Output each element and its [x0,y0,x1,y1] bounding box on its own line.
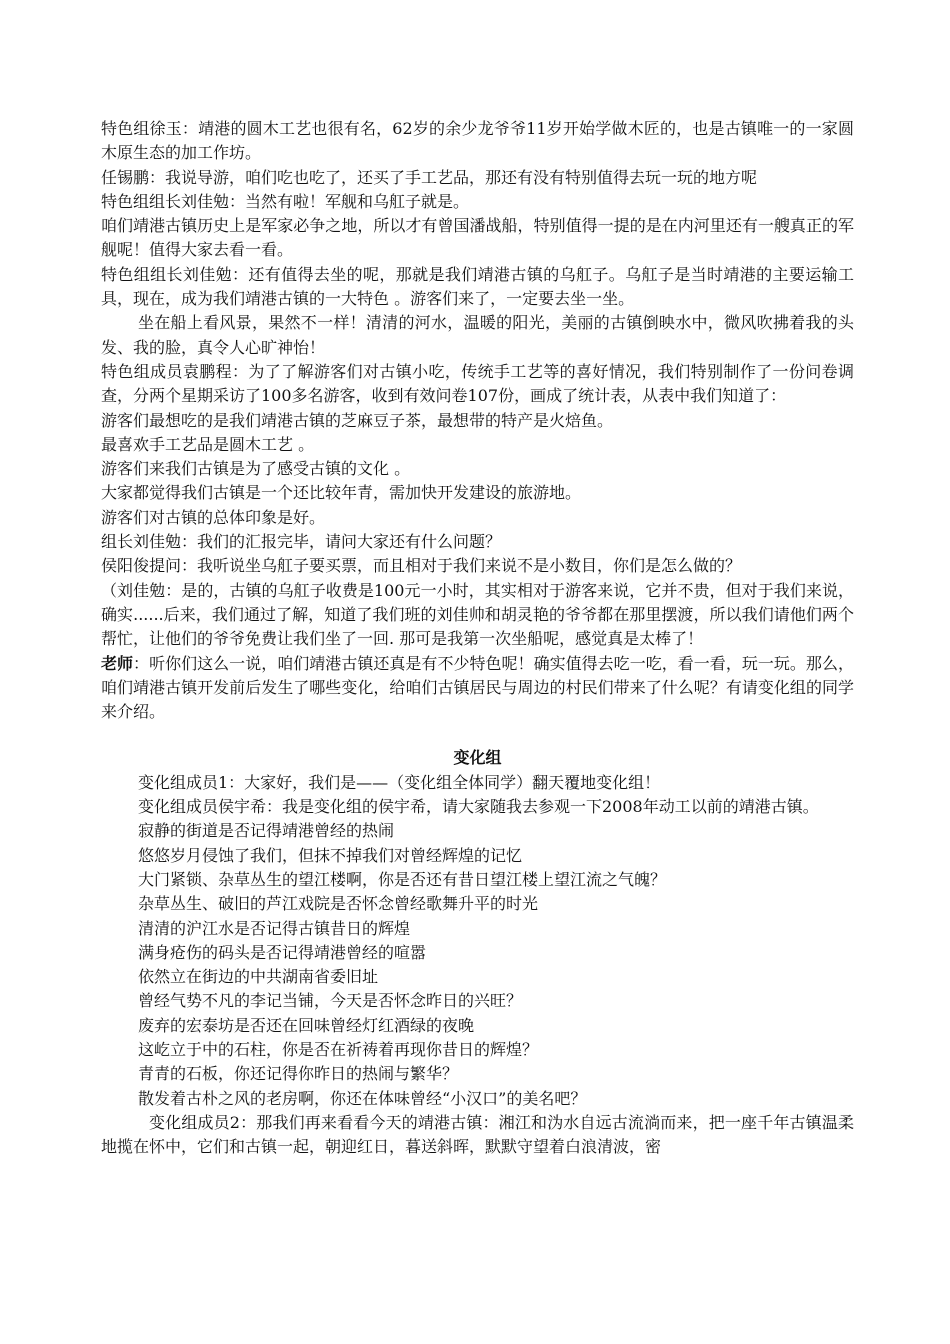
paragraph-report-done: 组长刘佳勉：我们的汇报完毕，请问大家还有什么问题？ [101,532,502,552]
paragraph-change-houyuxi: 变化组成员侯宇希：我是变化组的侯宇希，请大家随我去参观一下2008年动工以前的靖港古镇。 [138,797,819,817]
poem-line: 清清的沪江水是否记得古镇昔日的辉煌 [138,918,411,938]
paragraph-boat-ride: 坐在船上看风景，果然不一样！清清的河水，温暖的阳光，美丽的古镇倒映水中，微风吹拂着我的头发、我的脸，真令人心旷神怡！ [101,313,854,357]
paragraph-renxipeng: 任锡鹏：我说导游，咱们吃也吃了，还买了手工艺品，那还有没有特别值得去玩一玩的地方呢 [101,167,758,187]
paragraph-young-town: 大家都觉得我们古镇是一个还比较年青，需加快开发建设的旅游地。 [101,483,582,503]
teacher-label: 老师 [101,653,134,673]
paragraph-impression: 游客们对古镇的总体印象是好。 [101,507,326,527]
poem-line: 杂草丛生、破旧的芦江戏院是否怀念曾经歌舞升平的时光 [138,894,539,914]
poem-line: 悠悠岁月侵蚀了我们，但抹不掉我们对曾经辉煌的记忆 [138,845,523,865]
section-heading: 变化组 [453,748,502,768]
poem-line: 曾经气势不凡的李记当铺，今天是否怀念昨日的兴旺？ [138,991,523,1011]
paragraph-food: 游客们最想吃的是我们靖港古镇的芝麻豆子茶，最想带的特产是火焙鱼。 [101,410,614,430]
paragraph-liujiamian-1: 特色组组长刘佳勉：当然有啦！军舰和乌舡子就是。 [101,191,470,211]
poem-line: 寂静的街道是否记得靖港曾经的热闹 [138,821,395,841]
spacer [101,724,854,746]
poem-line: 青青的石板，你还记得你昨日的热闹与繁华？ [138,1064,459,1084]
poem-line: 依然立在街边的中共湖南省委旧址 [138,967,379,987]
poem-line: 废弃的宏泰坊是否还在回味曾经灯红酒绿的夜晚 [138,1015,475,1035]
paragraph-change-member-2: 变化组成员2：那我们再来看看今天的靖港古镇：湘江和沩水自远古流淌而来，把一座千年古镇温柔地揽在怀中，它们和古镇一起，朝迎红日，暮送斜晖，默默守望着白浪清波，密 [101,1112,854,1157]
paragraph-culture: 游客们来我们古镇是为了感受古镇的文化 。 [101,459,411,479]
teacher-text: ：听你们这么一说，咱们靖港古镇还真是有不少特色呢！确实值得去吃一吃，看一看，玩一玩。那么，咱们靖港古镇开发前后发生了哪些变化，给咱们古镇居民与周边的村民们带来了什么呢？有请变化组的同学来介绍。 [101,653,854,722]
paragraph-change-member-1: 变化组成员1：大家好，我们是——（变化组全体同学）翻天覆地变化组！ [138,772,661,792]
poem-line: 满身疮伤的码头是否记得靖港曾经的喧嚣 [138,942,427,962]
paragraph-teacher [101,652,854,725]
paragraph-question: 侯阳俊提问：我听说坐乌舡子要买票，而且相对于我们来说不是小数目，你们是怎么做的？ [101,556,742,576]
paragraph-xuyu: 特色组徐玉：靖港的圆木工艺也很有名，62岁的余少龙爷爷11岁开始学做木匠的，也是古镇唯一的一家圆木原生态的加工作坊。 [101,119,854,163]
paragraph-liujiamian-2: 特色组组长刘佳勉：还有值得去坐的呢，那就是我们靖港古镇的乌舡子。乌舡子是当时靖港的主要运输工具，现在，成为我们靖港古镇的一大特色 。游客们来了，一定要去坐一坐。 [101,264,854,309]
poem-line: 散发着古朴之风的老房啊，你还在体味曾经“小汉口”的美名吧？ [138,1088,587,1108]
paragraph-history: 咱们靖港古镇历史上是军家必争之地，所以才有曾国潘战船，特别值得一提的是在内河里还有一艘真正的军舰呢！值得大家去看一看。 [101,216,854,260]
poem-line: 大门紧锁、杂草丛生的望江楼啊，你是否还有昔日望江楼上望江流之气魄？ [138,869,667,889]
poem-line: 这屹立于中的石柱，你是否在祈祷着再现你昔日的辉煌？ [138,1039,539,1059]
paragraph-craft: 最喜欢手工艺品是圆木工艺 。 [101,434,315,454]
paragraph-answer: （刘佳勉：是的，古镇的乌舡子收费是100元一小时，其实相对于游客来说，它并不贵，但对于我们来说，确实......后来，我们通过了解，知道了我们班的刘佳帅和胡灵艳的爷爷都在那里摆渡，所以我们请他们两个帮忙，让他们的爷爷免费让我们坐了一回. 那可是我第一次坐船呢，感觉真是太棒了！ [101,580,854,649]
paragraph-survey: 特色组成员袁鹏程：为了了解游客们对古镇小吃，传统手工艺等的喜好情况，我们特别制作了一份问卷调查，分两个星期采访了100多名游客，收到有效问卷107份，画成了统计表，从表中我们知道了： [101,361,854,406]
